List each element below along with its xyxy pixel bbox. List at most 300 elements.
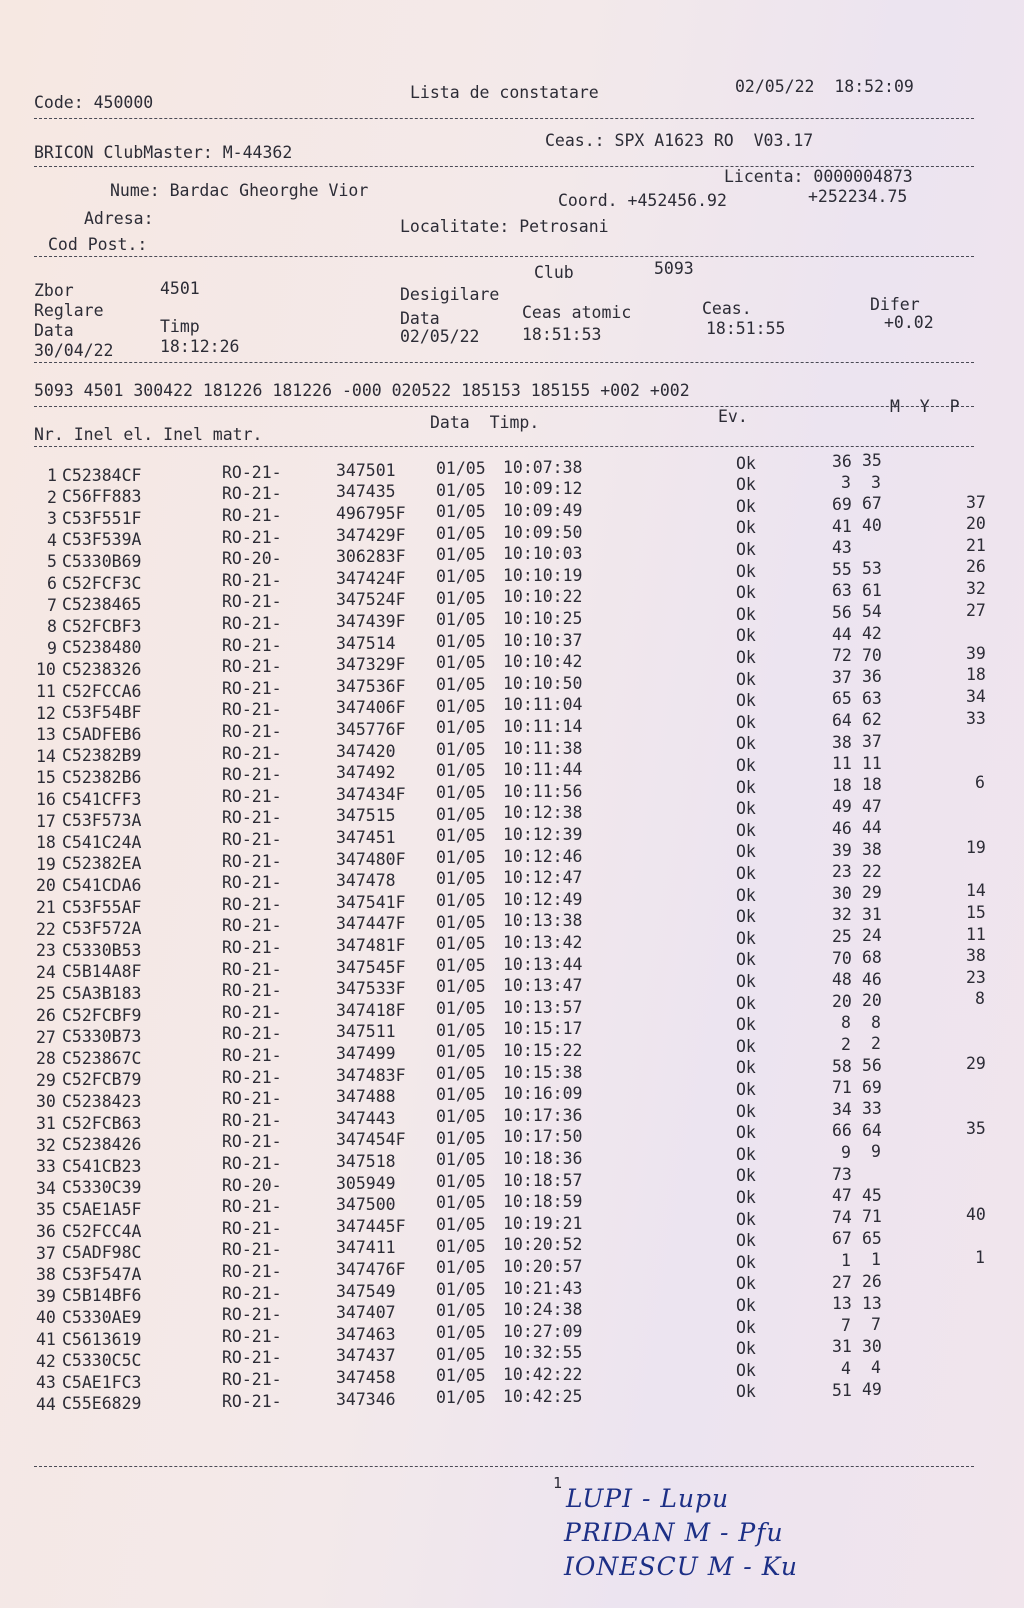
electronic-ring: C541C24A <box>62 832 142 852</box>
arrival-date: 01/05 <box>436 502 486 522</box>
arrival-time: 10:20:57 <box>503 1256 583 1276</box>
event-status: Ok <box>736 1360 756 1380</box>
arrival-date: 01/05 <box>436 1020 486 1040</box>
difer-value: +0.02 <box>884 313 934 332</box>
arrival-date: 01/05 <box>436 1366 486 1386</box>
value-m: 3 <box>841 473 851 493</box>
ring-number: 347481F <box>336 935 406 955</box>
electronic-ring: C5B14A8F <box>62 962 142 982</box>
arrival-time: 10:21:43 <box>503 1278 583 1298</box>
row-number: 20 <box>36 876 56 896</box>
row-number: 26 <box>36 1006 56 1026</box>
row-number: 11 <box>36 682 56 702</box>
ring-prefix: RO-21- <box>222 1089 282 1109</box>
arrival-date: 01/05 <box>436 1258 486 1278</box>
value-m: 55 <box>832 559 852 579</box>
row-number: 28 <box>36 1049 56 1069</box>
arrival-date: 01/05 <box>436 782 486 802</box>
ring-number: 347424F <box>336 568 406 588</box>
ring-number: 347500 <box>336 1195 396 1215</box>
value-y: 71 <box>862 1207 882 1227</box>
arrival-time: 10:09:50 <box>503 522 583 542</box>
value-y: 9 <box>871 1142 881 1162</box>
event-status: Ok <box>736 993 756 1013</box>
arrival-time: 10:13:42 <box>503 932 583 952</box>
arrival-time: 10:13:38 <box>503 911 583 931</box>
page-number: 1 <box>553 1474 563 1492</box>
value-m: 73 <box>832 1164 852 1184</box>
ring-prefix: RO-21- <box>222 527 282 547</box>
value-m: 41 <box>832 516 852 536</box>
value-m: 39 <box>832 840 852 860</box>
electronic-ring: C541CDA6 <box>62 876 142 895</box>
ring-prefix: RO-21- <box>222 1283 282 1303</box>
arrival-date: 01/05 <box>436 696 486 716</box>
value-m: 25 <box>832 926 852 946</box>
value-p: 40 <box>966 1205 986 1225</box>
ring-prefix: RO-21- <box>222 1197 282 1217</box>
row-number: 36 <box>36 1222 56 1242</box>
arrival-date: 01/05 <box>436 1214 486 1234</box>
event-status: Ok <box>736 928 756 948</box>
value-y: 26 <box>862 1272 882 1291</box>
ceas-atomic-value: 18:51:53 <box>522 325 602 344</box>
electronic-ring: C53F55AF <box>62 897 142 917</box>
ring-prefix: RO-21- <box>222 700 282 720</box>
ring-prefix: RO-21- <box>222 592 282 612</box>
event-status: Ok <box>736 863 756 883</box>
event-status: Ok <box>736 647 756 667</box>
value-y: 13 <box>862 1293 882 1313</box>
ring-prefix: RO-21- <box>222 1369 282 1389</box>
row-number: 21 <box>36 898 56 918</box>
electronic-ring: C53F54BF <box>62 703 142 723</box>
ring-number: 347435 <box>336 482 396 502</box>
reglare-data-value: 30/04/22 <box>34 341 114 360</box>
value-m: 49 <box>832 797 852 817</box>
ring-prefix: RO-21- <box>222 937 282 957</box>
electronic-ring: C55E6829 <box>62 1394 142 1414</box>
cod-post-label: Cod Post.: <box>48 235 148 254</box>
nume-label: Nume: Bardac Gheorghe Vior <box>110 181 369 200</box>
ring-number: 347511 <box>336 1022 396 1042</box>
localitate-label: Localitate: Petrosani <box>400 217 609 236</box>
arrival-time: 10:12:47 <box>503 868 583 888</box>
arrival-date: 01/05 <box>436 1387 486 1407</box>
arrival-time: 10:11:04 <box>503 695 583 715</box>
arrival-date: 01/05 <box>436 566 486 586</box>
event-status: Ok <box>736 1101 756 1121</box>
row-number: 7 <box>47 595 57 615</box>
value-y: 42 <box>862 624 882 643</box>
column-header-data-timp: Data Timp. <box>430 413 540 432</box>
electronic-ring: C53F551F <box>62 508 142 528</box>
ring-number: 347515 <box>336 806 396 826</box>
value-m: 20 <box>832 991 852 1011</box>
arrival-date: 01/05 <box>436 653 486 673</box>
arrival-time: 10:17:36 <box>503 1105 583 1125</box>
event-status: Ok <box>736 734 756 754</box>
divider <box>34 1466 974 1467</box>
row-number: 42 <box>36 1351 56 1371</box>
event-status: Ok <box>736 820 756 840</box>
arrival-date: 01/05 <box>436 1171 486 1191</box>
value-y: 56 <box>862 1056 882 1075</box>
row-number: 27 <box>36 1027 56 1047</box>
arrival-time: 10:18:36 <box>503 1148 583 1168</box>
row-number: 6 <box>47 573 57 593</box>
ring-prefix: RO-21- <box>222 1045 282 1065</box>
arrival-date: 01/05 <box>436 977 486 997</box>
ring-prefix: RO-21- <box>222 743 282 763</box>
event-status: Ok <box>736 1274 756 1294</box>
electronic-ring: C541CFF3 <box>62 789 142 809</box>
arrival-time: 10:09:49 <box>503 500 583 520</box>
electronic-ring: C523867C <box>62 1048 142 1068</box>
value-m: 36 <box>832 451 852 471</box>
ring-number: 347478 <box>336 871 396 891</box>
divider <box>34 362 974 363</box>
desigilare-label: Desigilare <box>400 285 500 304</box>
value-y: 35 <box>862 451 882 471</box>
arrival-date: 01/05 <box>436 523 486 543</box>
ring-number: 305949 <box>336 1173 396 1193</box>
electronic-ring: C5AE1A5F <box>62 1200 142 1219</box>
row-number: 12 <box>36 703 56 723</box>
value-p: 33 <box>966 708 986 728</box>
row-number: 15 <box>36 768 56 788</box>
arrival-time: 10:10:22 <box>503 587 583 607</box>
value-m: 38 <box>832 732 852 752</box>
electronic-ring: C53F547A <box>62 1264 142 1284</box>
ring-number: 347541F <box>336 892 406 912</box>
electronic-ring: C53F539A <box>62 530 142 550</box>
ring-number: 347451 <box>336 827 396 847</box>
ring-prefix: RO-21- <box>222 1153 282 1173</box>
value-y: 67 <box>862 494 882 514</box>
ring-prefix: RO-21- <box>222 851 282 871</box>
licenta-label: Licenta: 0000004873 <box>724 167 913 186</box>
value-y: 70 <box>862 645 882 665</box>
arrival-time: 10:10:42 <box>503 652 583 672</box>
electronic-ring: C52FCCA6 <box>62 681 142 701</box>
row-number: 35 <box>36 1200 56 1220</box>
value-y: 7 <box>871 1315 881 1334</box>
event-status: Ok <box>736 539 756 559</box>
value-y: 40 <box>862 516 882 535</box>
value-m: 64 <box>832 710 852 730</box>
ring-number: 347454F <box>336 1130 406 1150</box>
arrival-time: 10:19:21 <box>503 1213 583 1233</box>
arrival-time: 10:24:38 <box>503 1300 583 1320</box>
value-y: 44 <box>862 818 882 838</box>
arrival-date: 01/05 <box>436 458 486 478</box>
ring-number: 347483F <box>336 1065 406 1085</box>
value-y: 47 <box>862 796 882 816</box>
arrival-time: 10:42:25 <box>503 1386 583 1406</box>
ring-prefix: RO-21- <box>222 959 282 979</box>
event-status: Ok <box>736 518 756 538</box>
event-status: Ok <box>736 971 756 991</box>
arrival-date: 01/05 <box>436 826 486 846</box>
electronic-ring: C53F572A <box>62 919 142 939</box>
value-m: 13 <box>832 1294 852 1314</box>
value-m: 44 <box>832 624 852 644</box>
value-y: 8 <box>871 1012 881 1032</box>
value-m: 34 <box>832 1099 852 1119</box>
ring-number: 347499 <box>336 1043 396 1063</box>
electronic-ring: C5330B73 <box>62 1027 142 1047</box>
ring-number: 347346 <box>336 1389 396 1409</box>
row-number: 41 <box>36 1330 56 1350</box>
ring-prefix: RO-21- <box>222 829 282 849</box>
value-p: 38 <box>966 946 986 966</box>
value-m: 74 <box>832 1207 852 1227</box>
event-status: Ok <box>736 1187 756 1207</box>
value-p: 6 <box>975 773 985 793</box>
row-number: 33 <box>36 1157 56 1177</box>
ring-prefix: RO-21- <box>222 1326 282 1346</box>
ring-number: 347501 <box>336 460 396 480</box>
value-y: 33 <box>862 1099 882 1119</box>
ceas-atomic-label: Ceas atomic <box>522 303 632 322</box>
value-y: 30 <box>862 1336 882 1356</box>
value-p: 29 <box>966 1054 986 1074</box>
value-y: 63 <box>862 688 882 708</box>
club-value: 5093 <box>654 259 694 278</box>
value-y: 24 <box>862 926 882 946</box>
row-number: 29 <box>36 1070 56 1090</box>
arrival-date: 01/05 <box>436 912 486 932</box>
arrival-date: 01/05 <box>436 761 486 781</box>
row-number: 37 <box>36 1243 56 1263</box>
electronic-ring: C5AE1FC3 <box>62 1372 142 1392</box>
arrival-time: 10:11:44 <box>503 760 583 780</box>
ring-prefix: RO-21- <box>222 462 282 482</box>
value-p: 8 <box>975 989 985 1009</box>
event-status: Ok <box>736 1015 756 1035</box>
value-m: 67 <box>832 1229 852 1249</box>
ring-prefix: RO-21- <box>222 1002 282 1022</box>
clubmaster-label: BRICON ClubMaster: M-44362 <box>34 143 293 162</box>
ring-prefix: RO-21- <box>222 1110 282 1130</box>
row-number: 5 <box>47 552 57 572</box>
ring-number: 347411 <box>336 1238 396 1258</box>
value-m: 1 <box>841 1250 851 1270</box>
ring-prefix: RO-21- <box>222 657 282 677</box>
row-number: 34 <box>36 1178 56 1198</box>
ring-prefix: RO-21- <box>222 1261 282 1281</box>
value-p: 39 <box>966 643 986 663</box>
ring-number: 347447F <box>336 914 406 934</box>
row-number: 18 <box>36 833 56 853</box>
arrival-date: 01/05 <box>436 1042 486 1062</box>
electronic-ring: C5238480 <box>62 638 142 658</box>
value-m: 63 <box>832 581 852 601</box>
row-number: 9 <box>47 638 57 658</box>
value-p: 15 <box>966 902 986 922</box>
event-status: Ok <box>736 1166 756 1186</box>
ring-number: 347524F <box>336 590 406 610</box>
arrival-time: 10:10:25 <box>503 608 583 628</box>
value-p: 11 <box>966 924 986 944</box>
row-number: 22 <box>36 919 56 939</box>
value-p: 26 <box>966 557 986 577</box>
divider <box>34 446 974 447</box>
value-m: 70 <box>832 948 852 968</box>
electronic-ring: C52FCBF9 <box>62 1005 142 1025</box>
ring-number: 347429F <box>336 525 406 545</box>
timp-label: Timp <box>160 317 200 336</box>
event-status: Ok <box>736 669 756 689</box>
arrival-date: 01/05 <box>436 804 486 824</box>
summary-code-line: 5093 4501 300422 181226 181226 -000 020522 185153 185155 +002 +002 <box>34 381 690 400</box>
arrival-time: 10:10:37 <box>503 630 583 650</box>
value-p: 14 <box>966 881 986 901</box>
reglare-timp-value: 18:12:26 <box>160 337 240 356</box>
arrival-date: 01/05 <box>436 1106 486 1126</box>
event-status: Ok <box>736 496 756 516</box>
desig-data-label: Data <box>400 309 440 328</box>
event-status: Ok <box>736 1144 756 1164</box>
arrival-date: 01/05 <box>436 1322 486 1342</box>
electronic-ring: C52382EA <box>62 854 142 874</box>
ring-prefix: RO-21- <box>222 678 282 698</box>
ring-prefix: RO-21- <box>222 1024 282 1044</box>
ring-number: 347434F <box>336 784 406 804</box>
ring-number: 347443 <box>336 1108 396 1128</box>
row-number: 2 <box>47 487 57 507</box>
ring-number: 496795F <box>336 503 406 523</box>
value-p: 1 <box>975 1248 985 1268</box>
value-m: 72 <box>832 646 852 666</box>
arrival-date: 01/05 <box>436 588 486 608</box>
ring-prefix: RO-21- <box>222 786 282 806</box>
ring-number: 347407 <box>336 1303 396 1323</box>
arrival-time: 10:16:09 <box>503 1084 583 1104</box>
row-number: 14 <box>36 746 56 766</box>
arrival-date: 01/05 <box>436 1279 486 1299</box>
electronic-ring: C52FCF3C <box>62 573 142 593</box>
event-status: Ok <box>736 626 756 646</box>
ring-number: 347476F <box>336 1259 406 1279</box>
event-status: Ok <box>736 1382 756 1402</box>
electronic-ring: C5ADF98C <box>62 1243 142 1263</box>
event-status: Ok <box>736 475 756 495</box>
arrival-time: 10:12:38 <box>503 803 583 823</box>
row-number: 44 <box>36 1394 56 1414</box>
ring-number: 347480F <box>336 849 406 869</box>
event-status: Ok <box>736 842 756 862</box>
electronic-ring: C5238326 <box>62 660 142 679</box>
arrival-date: 01/05 <box>436 631 486 651</box>
arrival-time: 10:17:50 <box>503 1127 583 1147</box>
value-y: 53 <box>862 559 882 579</box>
arrival-date: 01/05 <box>436 739 486 759</box>
ring-number: 347536F <box>336 676 406 696</box>
ceas-label: Ceas.: SPX A1623 RO V03.17 <box>545 131 814 150</box>
ring-prefix: RO-21- <box>222 1067 282 1087</box>
value-y: 68 <box>862 948 882 967</box>
event-status: Ok <box>736 712 756 732</box>
ring-prefix: RO-21- <box>222 505 282 525</box>
electronic-ring: C52382B6 <box>62 768 142 787</box>
column-header-nr-inel: Nr. Inel el. Inel matr. <box>34 425 263 444</box>
ring-prefix: RO-21- <box>222 981 282 1001</box>
value-y: 18 <box>862 775 882 795</box>
value-m: 32 <box>832 905 852 925</box>
value-m: 2 <box>841 1034 851 1054</box>
value-y: 65 <box>862 1228 882 1248</box>
value-y: 22 <box>862 861 882 881</box>
arrival-time: 10:42:22 <box>503 1364 583 1384</box>
arrival-time: 10:11:56 <box>503 781 583 801</box>
ring-number: 345776F <box>336 719 406 739</box>
ring-prefix: RO-21- <box>222 635 282 655</box>
value-m: 37 <box>832 667 852 687</box>
value-m: 65 <box>832 689 852 709</box>
row-number: 17 <box>36 811 56 831</box>
value-p: 27 <box>966 600 986 620</box>
arrival-date: 01/05 <box>436 1150 486 1170</box>
ring-number: 306283F <box>336 547 406 567</box>
arrival-date: 01/05 <box>436 545 486 565</box>
divider <box>34 118 974 119</box>
arrival-time: 10:10:19 <box>503 565 583 585</box>
arrival-time: 10:11:14 <box>503 716 583 736</box>
row-number: 40 <box>36 1308 56 1328</box>
value-y: 69 <box>862 1077 882 1097</box>
event-status: Ok <box>736 1079 756 1099</box>
event-status: Ok <box>736 1231 756 1251</box>
row-number: 23 <box>36 941 56 961</box>
ring-prefix: RO-21- <box>222 808 282 828</box>
value-y: 36 <box>862 667 882 687</box>
handwritten-line-2: PRIDAN M - Pfu <box>564 1518 784 1547</box>
ring-number: 347492 <box>336 763 396 783</box>
value-p: 19 <box>966 838 986 858</box>
event-status: Ok <box>736 691 756 711</box>
arrival-time: 10:15:17 <box>503 1019 583 1039</box>
arrival-time: 10:27:09 <box>503 1321 583 1341</box>
arrival-time: 10:07:38 <box>503 457 583 477</box>
electronic-ring: C5613619 <box>62 1329 142 1349</box>
electronic-ring: C53F573A <box>62 811 142 831</box>
arrival-time: 10:18:57 <box>503 1170 583 1190</box>
value-y: 61 <box>862 580 882 600</box>
ring-prefix: RO-21- <box>222 1240 282 1260</box>
value-y: 49 <box>862 1380 882 1399</box>
event-status: Ok <box>736 1058 756 1078</box>
ring-prefix: RO-21- <box>222 484 282 504</box>
event-status: Ok <box>736 1339 756 1359</box>
column-header-myp: M Y P <box>890 397 960 416</box>
value-m: 4 <box>841 1358 851 1378</box>
zbor-value: 4501 <box>160 279 200 298</box>
electronic-ring: C5330AE9 <box>62 1308 142 1327</box>
value-m: 56 <box>832 602 852 622</box>
row-number: 3 <box>47 509 57 529</box>
row-number: 30 <box>36 1092 56 1112</box>
ring-prefix: RO-21- <box>222 894 282 914</box>
row-number: 4 <box>47 530 57 550</box>
arrival-time: 10:10:50 <box>503 673 583 693</box>
arrival-date: 01/05 <box>436 847 486 867</box>
value-m: 71 <box>832 1078 852 1098</box>
ring-number: 347533F <box>336 979 406 999</box>
value-y: 20 <box>862 991 882 1011</box>
event-status: Ok <box>736 1295 756 1315</box>
